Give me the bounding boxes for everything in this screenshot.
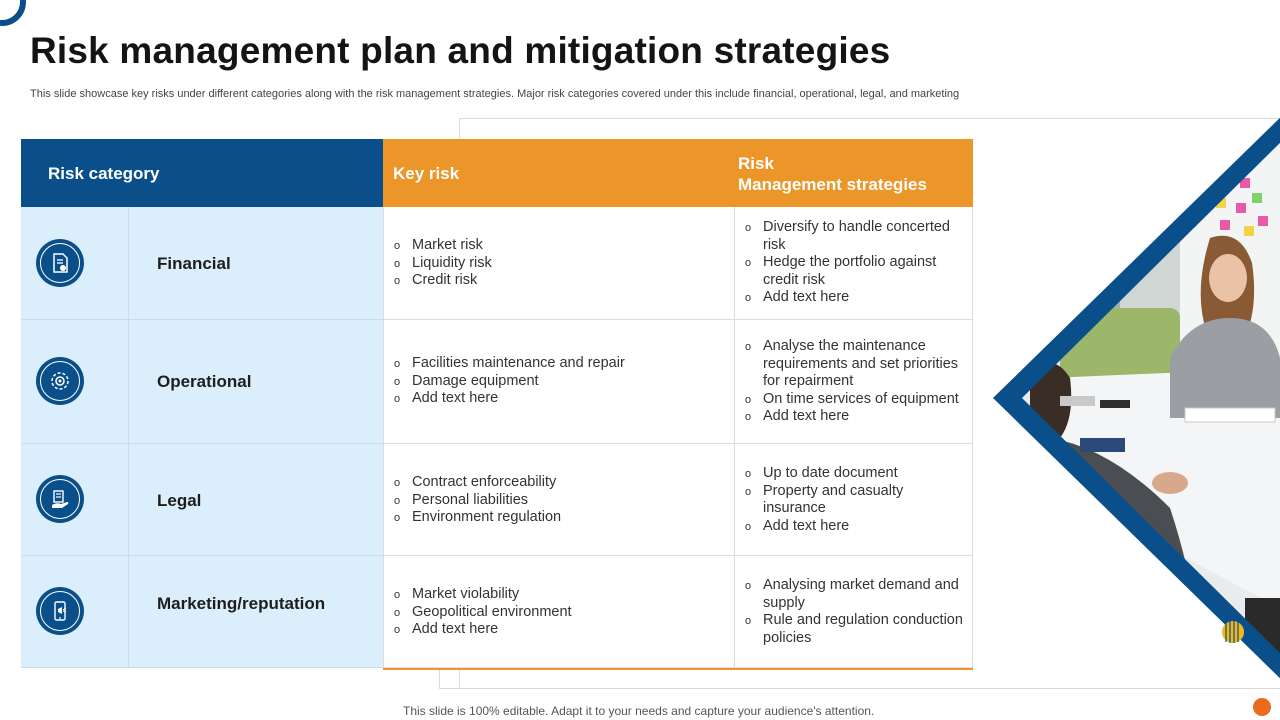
marketing-phone-megaphone-icon xyxy=(36,587,84,635)
strategy-list xyxy=(745,577,970,647)
list-item: o Hedge the portfolio against credit risk xyxy=(745,254,970,289)
list-item: o Facilities maintenance and repair xyxy=(394,355,625,373)
table-row-financial xyxy=(21,207,973,320)
strategy-list xyxy=(745,465,970,535)
strategy-cell xyxy=(734,444,973,556)
table-row-legal xyxy=(21,444,973,556)
row-icon-cell xyxy=(21,320,128,444)
page-title: Risk management plan and mitigation strategies xyxy=(30,30,891,71)
list-item: o Market violability xyxy=(394,586,572,604)
list-item: o Rule and regulation conduction policies xyxy=(745,612,970,647)
category-label: Financial xyxy=(157,254,231,273)
table-row-operational xyxy=(21,320,973,444)
operational-gear-icon xyxy=(36,357,84,405)
strategy-list xyxy=(745,338,970,426)
row-icon-cell xyxy=(21,444,128,556)
row-category-cell xyxy=(128,320,383,444)
list-item: o Analyse the maintenance requirements and set priorities for repairment xyxy=(745,338,970,391)
key-risk-list xyxy=(394,355,625,408)
list-item: o Add text here xyxy=(745,518,970,536)
photo-diamond-svg xyxy=(990,108,1280,688)
table-bottom-accent-line xyxy=(383,668,973,670)
key-risk-cell xyxy=(383,320,734,444)
row-icon-cell xyxy=(21,556,128,668)
row-category-cell xyxy=(128,207,383,320)
list-item: o Environment regulation xyxy=(394,509,561,527)
background-frame-corner xyxy=(439,668,459,689)
strategy-cell xyxy=(734,556,973,668)
category-label: Operational xyxy=(157,372,252,391)
category-label: Legal xyxy=(157,491,202,510)
category-label: Marketing/reputation xyxy=(157,594,326,613)
list-item: o Diversify to handle concerted risk xyxy=(745,219,970,254)
list-item: o Damage equipment xyxy=(394,373,625,391)
header-key-risk: Key risk xyxy=(383,139,734,207)
financial-document-icon xyxy=(36,239,84,287)
legal-document-hand-icon xyxy=(36,475,84,523)
list-item: o Add text here xyxy=(745,408,970,426)
list-item: o Up to date document xyxy=(745,465,970,483)
key-risk-cell xyxy=(383,556,734,668)
header-risk-management-strategies: Risk Management strategies xyxy=(734,139,973,207)
list-item: o Credit risk xyxy=(394,272,492,290)
list-item: o Geopolitical environment xyxy=(394,604,572,622)
list-item: o Analysing market demand and supply xyxy=(745,577,970,612)
key-risk-cell xyxy=(383,444,734,556)
row-category-cell xyxy=(128,556,383,668)
key-risk-cell xyxy=(383,207,734,320)
key-risk-list xyxy=(394,237,492,290)
list-item: o Add text here xyxy=(745,289,970,307)
list-item: o On time services of equipment xyxy=(745,391,970,409)
strategy-cell xyxy=(734,207,973,320)
key-risk-list xyxy=(394,474,561,527)
list-item: o Add text here xyxy=(394,390,625,408)
accent-dot xyxy=(1253,698,1271,716)
list-item: o Personal liabilities xyxy=(394,492,561,510)
footer-note: This slide is 100% editable. Adapt it to your needs and capture your audience's attention. xyxy=(403,704,875,718)
list-item: o Liquidity risk xyxy=(394,255,492,273)
office-meeting-photo xyxy=(990,108,1280,688)
list-item: o Contract enforceability xyxy=(394,474,561,492)
page-subtitle: This slide showcase key risks under different categories along with the risk management strategies. Major risk categories covered under this include financial, operational, legal, and marketing xyxy=(30,88,960,100)
list-item: o Property and casualty insurance xyxy=(745,483,970,518)
list-item: o Market risk xyxy=(394,237,492,255)
strategy-cell xyxy=(734,320,973,444)
list-item: o Add text here xyxy=(394,621,572,639)
strategy-list xyxy=(745,219,970,307)
row-icon-cell xyxy=(21,207,128,320)
row-category-cell xyxy=(128,444,383,556)
corner-decoration xyxy=(0,0,26,26)
table-row-marketing xyxy=(21,556,973,668)
header-risk-category: Risk category xyxy=(21,139,383,207)
key-risk-list xyxy=(394,586,572,639)
